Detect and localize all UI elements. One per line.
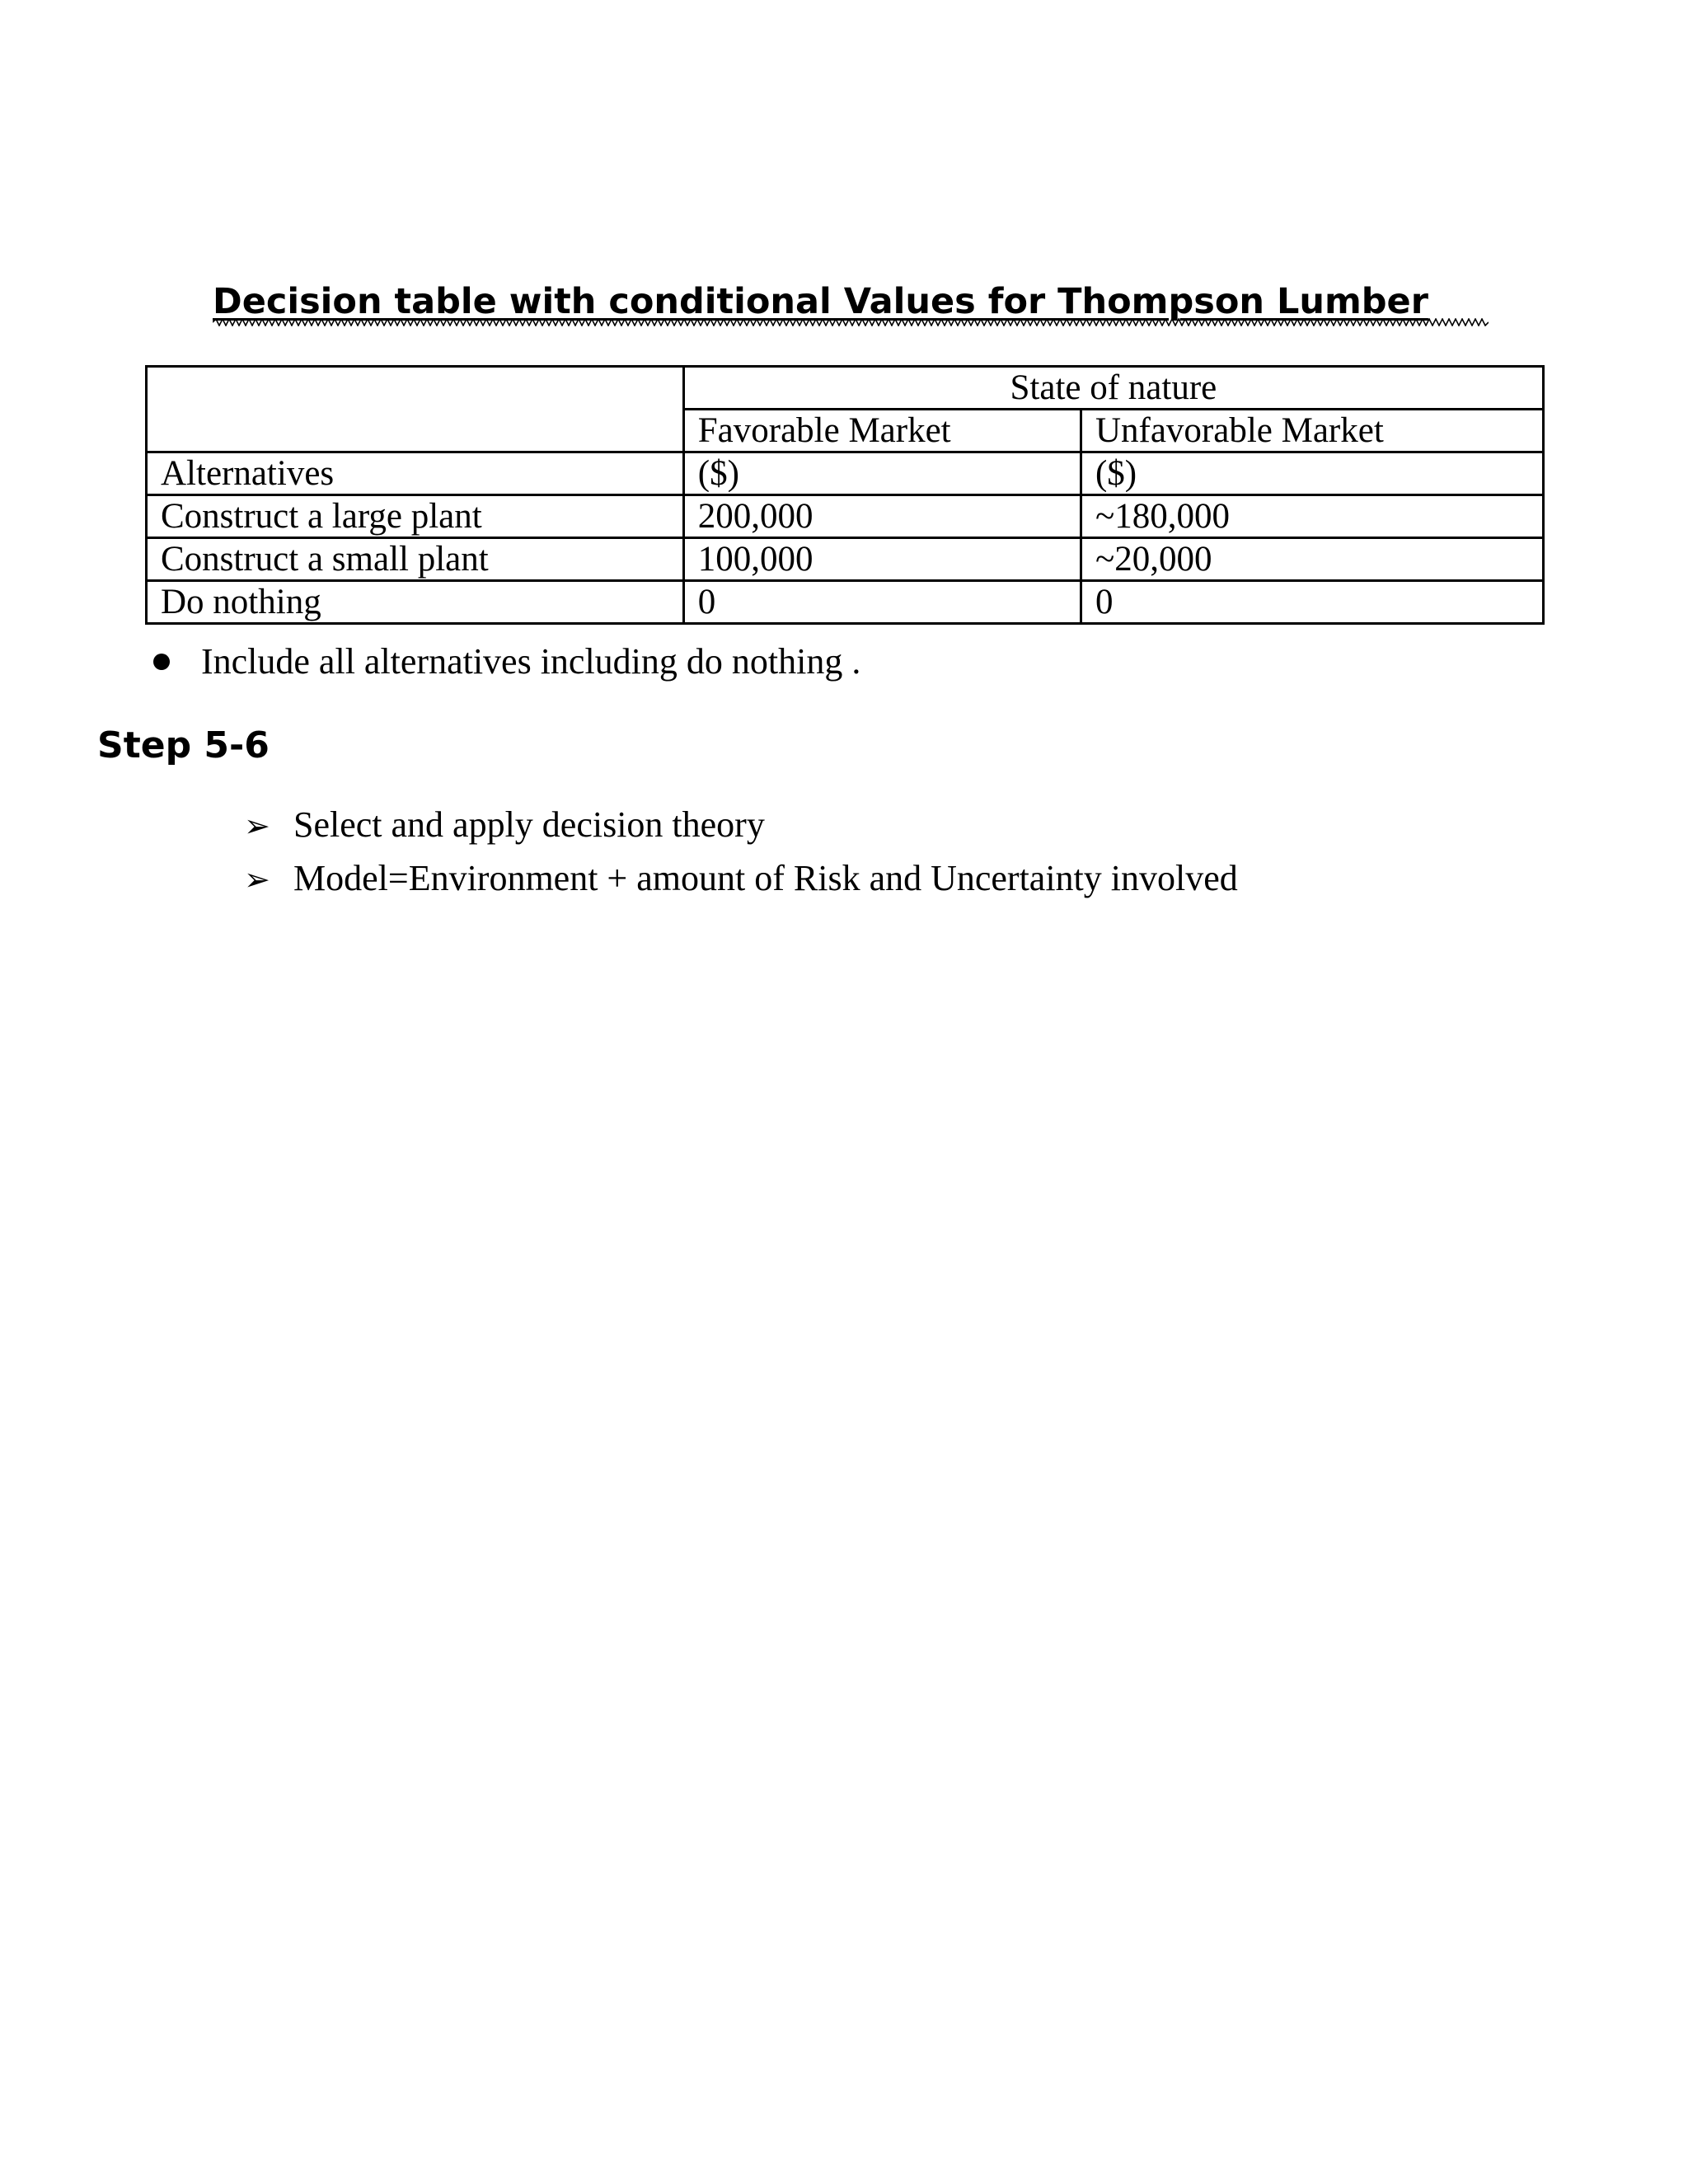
favorable-unit: ($) xyxy=(683,452,1081,495)
state-of-nature-header: State of nature xyxy=(683,367,1543,410)
document-title: Decision table with conditional Values for Thompson Lumber xyxy=(213,281,1428,322)
step-list xyxy=(244,802,1238,909)
favorable-market-header: Favorable Market xyxy=(683,410,1081,452)
unfavorable-value-cell: 0 xyxy=(1081,581,1543,624)
arrow-bullet-icon: ➢ xyxy=(244,809,270,844)
list-item-text: Model=Environment + amount of Risk and Uncertainty involved xyxy=(293,858,1238,898)
list-item-text: Select and apply decision theory xyxy=(293,804,765,845)
alternative-cell: Construct a large plant xyxy=(147,495,684,538)
arrow-bullet-icon: ➢ xyxy=(244,863,270,898)
table-units-row xyxy=(147,452,1544,495)
list-item xyxy=(244,855,1238,909)
spellcheck-squiggle xyxy=(213,318,1489,326)
table-header-row xyxy=(147,367,1544,410)
unfavorable-unit: ($) xyxy=(1081,452,1543,495)
table-row xyxy=(147,581,1544,624)
alternative-cell: Do nothing xyxy=(147,581,684,624)
unfavorable-value-cell: ~180,000 xyxy=(1081,495,1543,538)
note-text: Include all alternatives including do nothing . xyxy=(201,641,861,682)
table-row xyxy=(147,495,1544,538)
bullet-dot-icon xyxy=(153,654,170,670)
step-heading: Step 5-6 xyxy=(97,724,270,766)
alternatives-header: Alternatives xyxy=(147,452,684,495)
unfavorable-market-header: Unfavorable Market xyxy=(1081,410,1543,452)
favorable-value-cell: 100,000 xyxy=(683,538,1081,581)
favorable-value-cell: 0 xyxy=(683,581,1081,624)
empty-header-cell xyxy=(147,367,684,452)
decision-table xyxy=(145,365,1545,625)
unfavorable-value-cell: ~20,000 xyxy=(1081,538,1543,581)
favorable-value-cell: 200,000 xyxy=(683,495,1081,538)
alternative-cell: Construct a small plant xyxy=(147,538,684,581)
note-bullet xyxy=(153,639,860,685)
list-item xyxy=(244,802,1238,855)
table-row xyxy=(147,538,1544,581)
